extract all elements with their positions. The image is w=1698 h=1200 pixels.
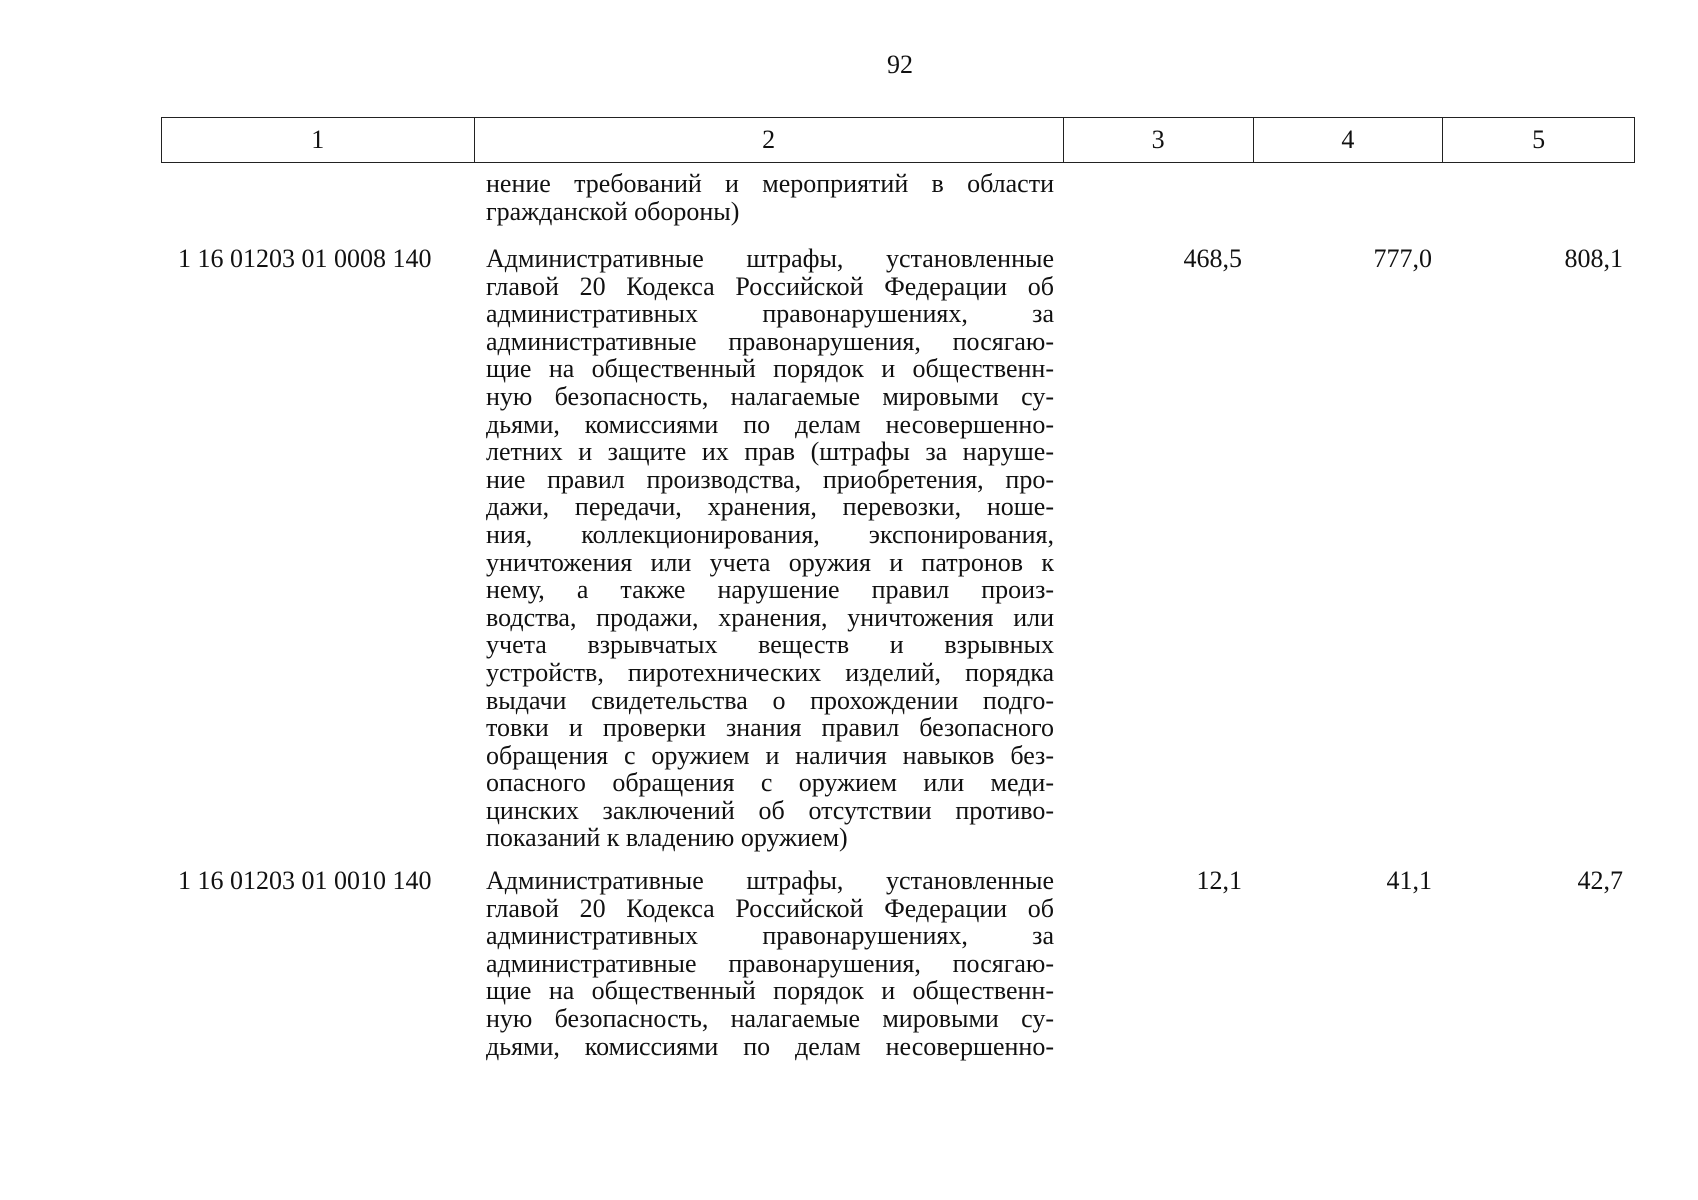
row-value-col3: 12,1 — [1196, 866, 1242, 895]
table-row — [161, 245, 1635, 852]
description-line: товки и проверки знания правил безопасного — [486, 713, 1054, 743]
row-description — [474, 170, 1064, 225]
row-value-col5: 42,7 — [1577, 866, 1623, 895]
description-line: уничтожения или учета оружия и патронов к — [486, 547, 1054, 577]
column-header-2: 2 — [475, 118, 1064, 162]
description-line: нему, а также нарушение правил произ- — [486, 575, 1054, 605]
row-value-col4: 777,0 — [1373, 244, 1432, 273]
description-line: щие на общественный порядок и общественн- — [486, 354, 1054, 384]
description-line: нение требований и мероприятий в области — [486, 169, 1054, 198]
description-line: гражданской обороны) — [486, 196, 740, 226]
description-line: обращения с оружием и наличия навыков без- — [486, 740, 1054, 770]
row-value-col5 — [1444, 170, 1635, 225]
table-row — [161, 170, 1635, 225]
row-code: 1 16 01203 01 0008 140 — [178, 244, 432, 273]
description-line: главой 20 Кодекса Российской Федерации об — [486, 893, 1054, 923]
description-line: ную безопасность, налагаемые мировыми су- — [486, 1003, 1054, 1033]
description-line: дажи, передачи, хранения, перевозки, ноше- — [486, 492, 1054, 522]
description-line: ние правил производства, приобретения, про- — [486, 464, 1054, 494]
table-header — [161, 117, 1635, 163]
description-line: устройств, пиротехнических изделий, порядка — [486, 657, 1054, 687]
description-line: Административные штрафы, установленные — [486, 866, 1054, 895]
description-line: дьями, комиссиями по делам несовершенно- — [486, 409, 1054, 439]
row-description — [474, 867, 1064, 1060]
description-line: Административные штрафы, установленные — [486, 244, 1054, 273]
row-code — [161, 170, 474, 225]
row-value-col4 — [1254, 170, 1444, 225]
row-value-col3 — [1064, 170, 1254, 225]
description-line: показаний к владению оружием) — [486, 823, 848, 853]
row-value-col3: 468,5 — [1183, 244, 1242, 273]
row-code: 1 16 01203 01 0010 140 — [178, 866, 432, 895]
description-line: водства, продажи, хранения, уничтожения или — [486, 602, 1054, 632]
description-line: цинских заключений об отсутствии противо- — [486, 795, 1054, 825]
description-line: учета взрывчатых веществ и взрывных — [486, 630, 1054, 660]
description-line: административных правонарушениях, за — [486, 921, 1054, 951]
description-line: дьями, комиссиями по делам несовершенно- — [486, 1031, 1054, 1061]
description-line: ную безопасность, налагаемые мировыми су- — [486, 381, 1054, 411]
description-line: административные правонарушения, посягаю- — [486, 948, 1054, 978]
table-row — [161, 867, 1635, 1060]
row-description — [474, 245, 1064, 852]
description-line: опасного обращения с оружием или меди- — [486, 768, 1054, 798]
column-header-4: 4 — [1254, 118, 1444, 162]
row-value-col5: 808,1 — [1564, 244, 1623, 273]
description-line: ния, коллекционирования, экспонирования, — [486, 519, 1054, 549]
column-header-1: 1 — [162, 118, 475, 162]
description-line: административные правонарушения, посягаю- — [486, 326, 1054, 356]
description-line: административных правонарушениях, за — [486, 299, 1054, 329]
column-header-3: 3 — [1064, 118, 1254, 162]
page-number: 92 — [887, 50, 913, 79]
description-line: главой 20 Кодекса Российской Федерации об — [486, 271, 1054, 301]
row-value-col4: 41,1 — [1386, 866, 1432, 895]
description-line: выдачи свидетельства о прохождении подго- — [486, 685, 1054, 715]
description-line: летних и защите их прав (штрафы за наруше- — [486, 437, 1054, 467]
column-header-5: 5 — [1532, 125, 1546, 154]
description-line: щие на общественный порядок и общественн- — [486, 976, 1054, 1006]
